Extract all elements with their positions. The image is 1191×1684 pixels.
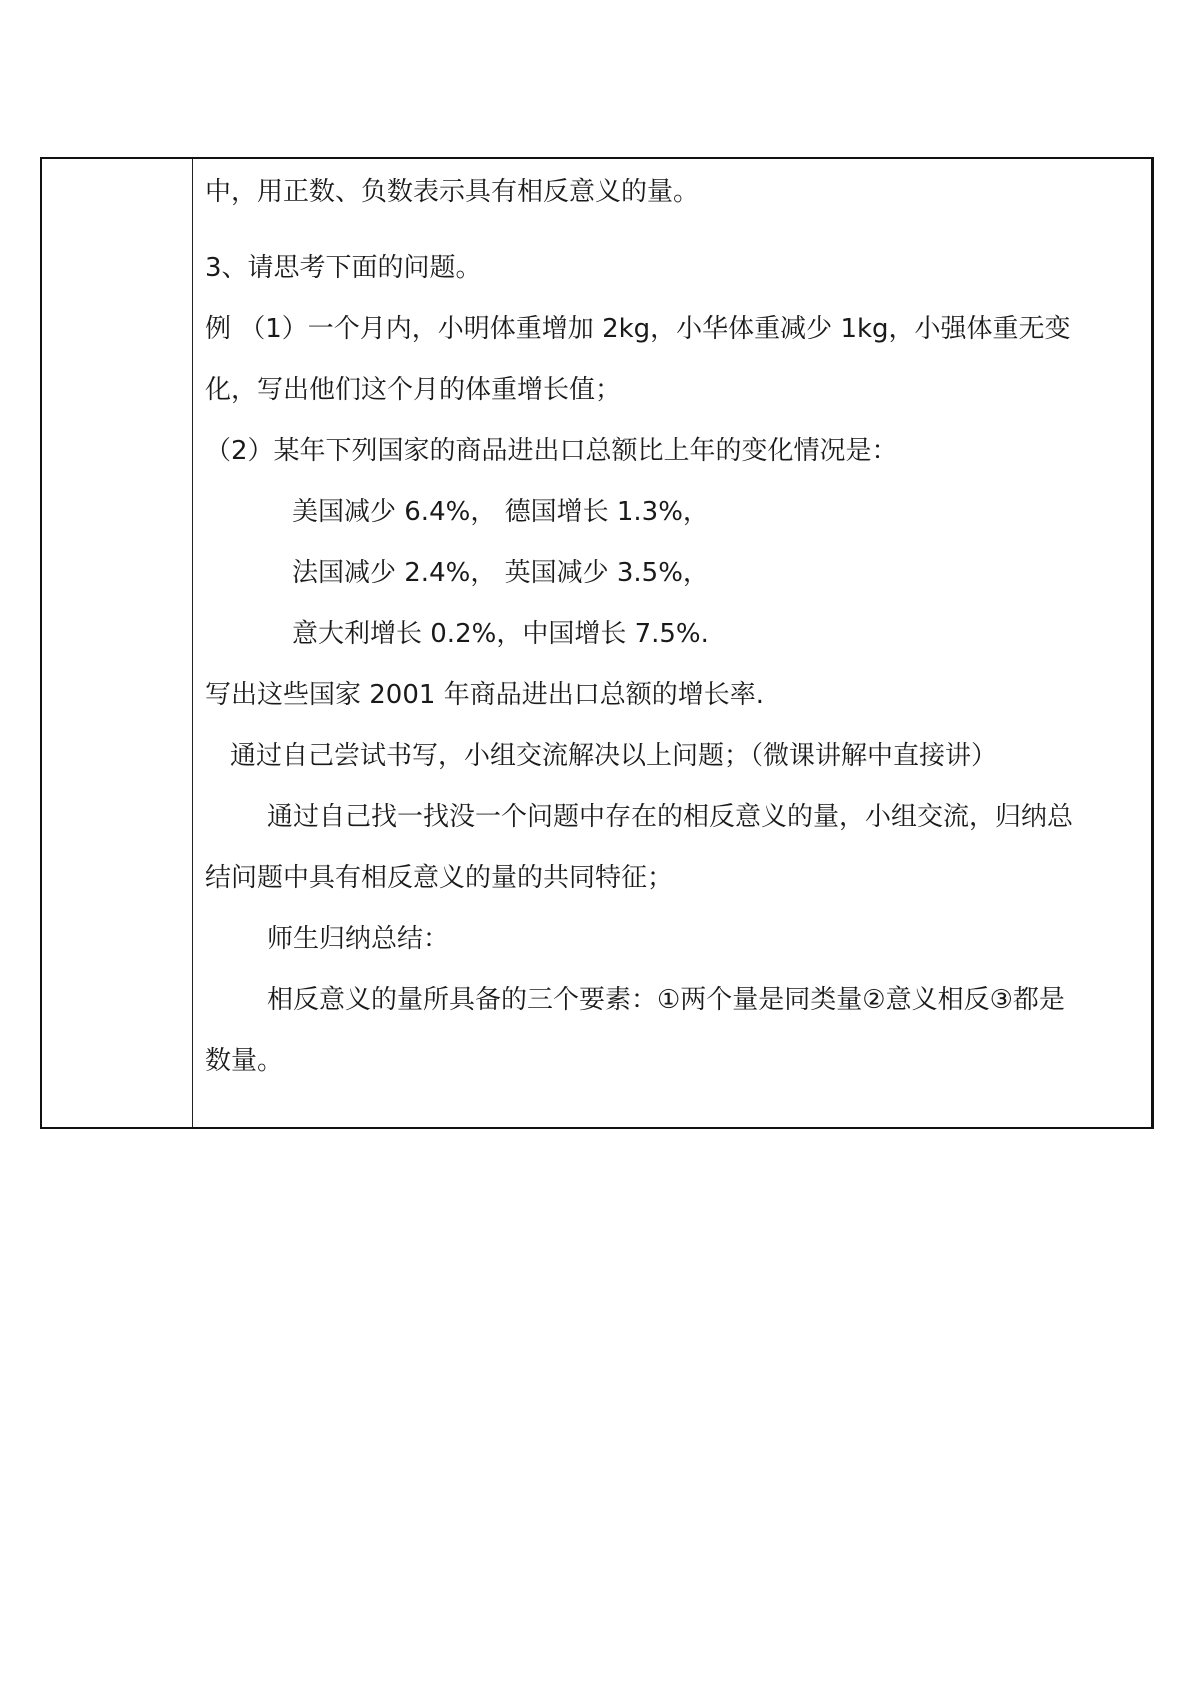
text-line-15: 数量。 — [205, 1046, 284, 1076]
text-line-12: 结问题中具有相反意义的量的共同特征； — [205, 863, 674, 893]
text-line-11: 通过自己找一找没一个问题中存在的相反意义的量，小组交流，归纳总 — [267, 802, 1074, 832]
text-line-9: 写出这些国家 2001 年商品进出口总额的增长率. — [205, 680, 764, 710]
text-line-7: 法国减少 2.4%， 英国减少 3.5%， — [292, 558, 709, 588]
text-line-2: 3、请思考下面的问题。 — [205, 253, 482, 283]
text-line-10: 通过自己尝试书写，小组交流解决以上问题；（微课讲解中直接讲） — [230, 741, 998, 771]
text-line-1: 中，用正数、负数表示具有相反意义的量。 — [205, 177, 700, 207]
text-line-4: 化，写出他们这个月的体重增长值； — [205, 375, 622, 405]
text-line-5: （2）某年下列国家的商品进出口总额比上年的变化情况是： — [205, 436, 898, 466]
text-line-14: 相反意义的量所具备的三个要素：①两个量是同类量②意义相反③都是 — [267, 985, 1065, 1015]
text-line-8: 意大利增长 0.2%，中国增长 7.5%. — [292, 619, 709, 649]
text-line-3: 例 （1）一个月内，小明体重增加 2kg，小华体重减少 1kg，小强体重无变 — [205, 314, 1071, 344]
table-left-cell — [42, 159, 193, 1127]
text-line-6: 美国减少 6.4%， 德国增长 1.3%， — [292, 497, 709, 527]
text-line-13: 师生归纳总结： — [267, 924, 450, 954]
